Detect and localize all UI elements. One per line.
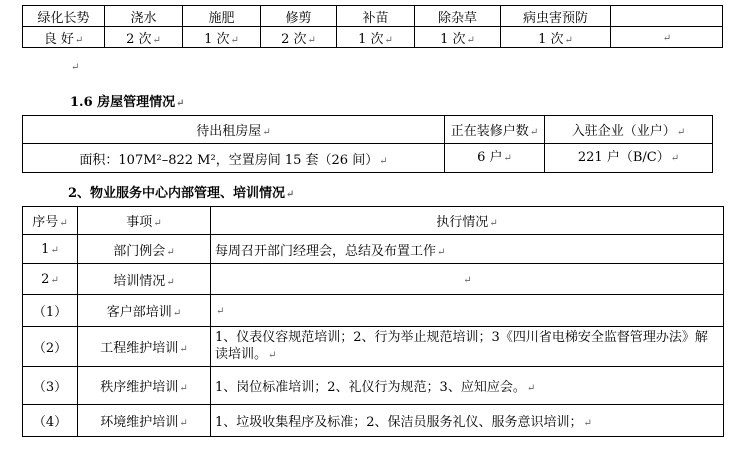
header-watering: 浇水 — [105, 6, 183, 27]
cell-weeding: 1 次 — [440, 31, 466, 47]
row-item: 秩序维护培训 — [100, 380, 179, 395]
header-growth: 绿化长势 — [23, 6, 105, 27]
paragraph-mark-icon: ↵ — [662, 32, 672, 44]
paragraph-mark-icon: ↵ — [676, 127, 686, 138]
table-row — [23, 264, 724, 295]
paragraph-mark-icon: ↵ — [379, 155, 388, 167]
cell-fertilizing: 1 次 — [204, 31, 230, 47]
header-pruning: 修剪 — [261, 6, 337, 27]
row-detail: 1、仪表仪容规范培训；2、行为举止规范培训；3《四川省电梯安全监督管理办法》解读培训。 — [215, 330, 708, 362]
heading-text: 1.6 房屋管理情况 — [70, 95, 176, 110]
paragraph-mark-icon: ↵ — [71, 62, 80, 73]
header-replanting: 补苗 — [337, 6, 415, 27]
row-no: 1 — [41, 241, 50, 257]
paragraph-mark-icon: ↵ — [489, 218, 498, 229]
paragraph-mark-icon: ↵ — [529, 127, 539, 138]
paragraph-mark-icon: ↵ — [172, 308, 182, 319]
cell-watering: 2 次 — [126, 31, 152, 47]
paragraph-mark-icon: ↵ — [583, 418, 592, 429]
table-row — [23, 367, 724, 405]
paragraph-mark-icon: ↵ — [59, 218, 68, 229]
paragraph-mark-icon: ↵ — [152, 34, 161, 46]
table-row — [23, 327, 724, 367]
paragraph-mark-icon: ↵ — [176, 98, 185, 109]
empty-cell — [611, 6, 723, 27]
paragraph-mark-icon: ↵ — [230, 34, 239, 46]
paragraph-mark-icon: ↵ — [503, 153, 512, 164]
header-execution: 执行情况 — [436, 215, 489, 230]
paragraph-mark-icon: ↵ — [307, 34, 316, 46]
paragraph-mark-icon: ↵ — [262, 127, 271, 138]
cell-replanting: 1 次 — [358, 31, 384, 47]
paragraph-mark-icon: ↵ — [74, 34, 84, 46]
heading-text: 2、物业服务中心内部管理、培训情况 — [68, 186, 286, 201]
paragraph-mark-icon: ↵ — [526, 383, 536, 394]
row-no: （3） — [32, 380, 68, 395]
header-tenants: 入驻企业（业户） — [571, 124, 676, 139]
row-item: 工程维护培训 — [100, 341, 179, 356]
paragraph-mark-icon: ↵ — [437, 246, 446, 258]
paragraph-mark-icon: ↵ — [384, 34, 393, 46]
paragraph-mark-icon: ↵ — [670, 153, 680, 164]
paragraph-mark-icon: ↵ — [466, 34, 475, 46]
row-item: 环境维护培训 — [100, 415, 179, 430]
paragraph-mark-icon: ↵ — [463, 274, 472, 286]
row-no: 2 — [41, 271, 50, 287]
table-row — [23, 295, 724, 327]
header-item: 事项 — [126, 215, 153, 230]
paragraph-mark-icon: ↵ — [50, 274, 59, 286]
greening-table — [22, 5, 723, 48]
section-heading-housing — [70, 91, 185, 110]
header-pest-control: 病虫害预防 — [501, 6, 611, 27]
cell-tenant-count: 221 户（B/C） — [577, 150, 670, 165]
row-item: 部门例会 — [113, 243, 166, 259]
row-detail: 1、岗位标准培训；2、礼仪行为规范；3、应知应会。 — [215, 380, 526, 395]
header-weeding: 除杂草 — [415, 6, 501, 27]
paragraph-mark-icon: ↵ — [268, 350, 277, 361]
paragraph-mark-icon: ↵ — [179, 383, 188, 394]
header-fertilizing: 施肥 — [183, 6, 261, 27]
header-renovating: 正在装修户数 — [450, 124, 529, 139]
header-no: 序号 — [32, 215, 59, 230]
row-no: （2） — [32, 341, 68, 356]
row-item: 培训情况 — [113, 273, 166, 289]
paragraph-mark-icon: ↵ — [50, 244, 59, 256]
paragraph-mark-icon: ↵ — [166, 276, 175, 288]
paragraph-mark-icon: ↵ — [564, 34, 573, 46]
cell-growth: 良 好 — [43, 31, 74, 47]
row-detail: 1、垃圾收集程序及标准；2、保洁员服务礼仪、服务意识培训； — [215, 415, 583, 430]
section-heading-internal — [68, 182, 294, 201]
paragraph-mark-icon: ↵ — [166, 246, 175, 258]
training-table — [22, 206, 724, 437]
paragraph-mark-icon: ↵ — [179, 418, 188, 429]
row-item: 客户部培训 — [106, 305, 172, 320]
table-row — [23, 235, 724, 264]
paragraph-mark-icon: ↵ — [153, 218, 162, 229]
housing-table — [22, 115, 713, 173]
cell-pruning: 2 次 — [281, 31, 307, 47]
cell-pest-control: 1 次 — [538, 31, 564, 47]
cell-renovating-count: 6 户 — [477, 150, 503, 165]
cell-area-vacancy: 面积：107M²–822 M²，空置房间 15 套（26 间） — [79, 152, 379, 168]
paragraph-mark-icon: ↵ — [286, 189, 295, 200]
table-row — [23, 405, 724, 437]
paragraph-mark-icon: ↵ — [179, 344, 188, 355]
row-no: （4） — [32, 415, 68, 430]
row-detail: 每周召开部门经理会，总结及布置工作 — [215, 243, 437, 259]
header-for-rent: 待出租房屋 — [196, 124, 262, 139]
paragraph-mark-icon: ↵ — [216, 306, 225, 317]
row-no: （1） — [32, 305, 68, 320]
